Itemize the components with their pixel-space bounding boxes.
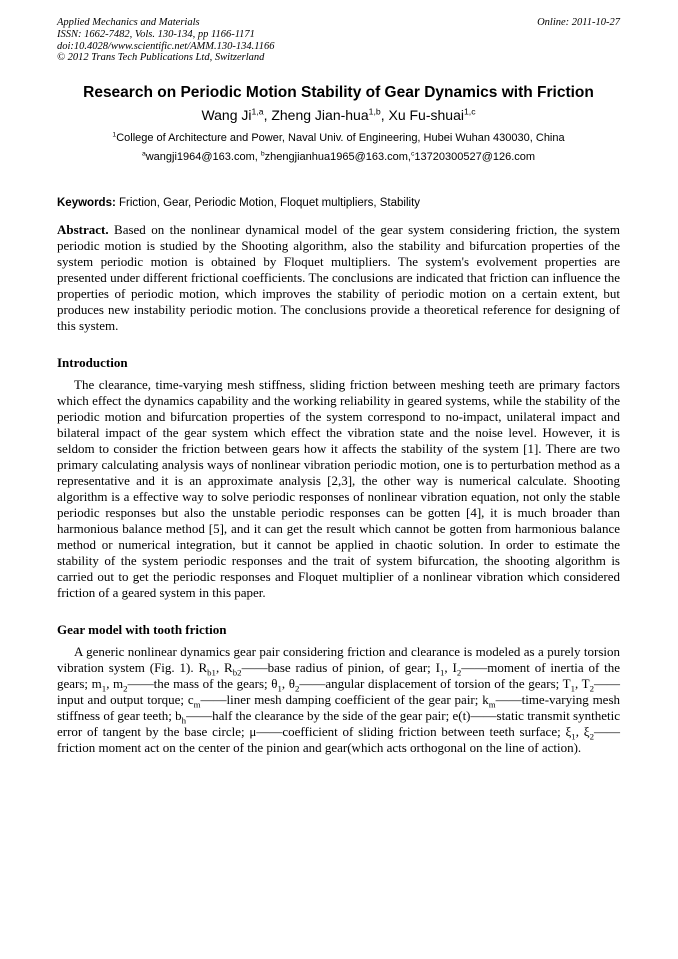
online-date: Online: 2011-10-27 [537, 17, 620, 28]
journal-info-block [57, 17, 274, 64]
abstract-paragraph [57, 222, 620, 334]
abstract-label: Abstract. [57, 222, 109, 238]
keywords-label: Keywords: [57, 197, 116, 210]
doi-line: doi:10.4028/www.scientific.net/AMM.130-134.1166 [57, 40, 275, 52]
copyright-line: © 2012 Trans Tech Publications Ltd, Switzerland [57, 52, 265, 64]
issn-volume-line: ISSN: 1662-7482, Vols. 130-134, pp 1166-1171 [57, 28, 255, 40]
introduction-paragraph: The clearance, time-varying mesh stiffness, sliding friction between meshing teeth are primary factors which effect the dynamics capability and the working reliability in geared systems, while the stability of the periodic motion and bifurcation properties of the system correspond to no-impact, unilateral impact and bilateral impact of the gear system which effect the vibration state and the noise level. However, it is seldom to consider the friction between gears how it affects the stability of the system [1]. There are two primary calculating analysis ways of nonlinear vibration periodic motion, one is to perturbation method as a representative and it is an approximate analysis [2,3], the other way is numerical calculate. Shooting algorithm is a effective way to solve periodic responses of nonlinear vibration equation, not only the stable periodic responses but also the unstable periodic responses can be gotten [4], it is much broader than harmonious balance method [5], and it can get the result which cannot be gotten from harmonious balance method or numerical integration, but it cannot be applied in chaotic solution. In order to estimate the stability of the system periodic responses and the trait of system bifurcation, the shooting algorithm is carried out to get the periodic responses and Floquet multiplier of a nonlinear vibration which considered friction of a geared system in this paper. [57, 377, 620, 601]
keywords-text: Friction, Gear, Periodic Motion, Floquet multipliers, Stability [115, 197, 421, 210]
authors-line: Wang Ji$^{1,a}$, Zheng Jian-hua$^{1,b}$, Xu Fu-shuai$^{1,c}$ [201, 106, 476, 124]
section-heading-gear-model: Gear model with tooth friction [57, 622, 227, 638]
journal-header [57, 17, 620, 64]
section-heading-introduction: Introduction [57, 355, 128, 371]
abstract-text: Based on the nonlinear dynamical model of the gear system considering friction, the system periodic motion is studied by the Shooting algorithm, also the stability and bifurcation properties of the system periodic motion is obtained by Floquet multipliers. The system's evolvement properties are presented under different frictional coefficients. The conclusions are indicated that friction can influence the properties of periodic motion, which improves the stability of periodic motion on a certain extent, but produces new instability periodic motion. The conclusions provide a theoretical reference for designing of this system. [57, 222, 620, 334]
journal-name: Applied Mechanics and Materials [57, 17, 200, 28]
affiliation-line: $^1$College of Architecture and Power, Naval Univ. of Engineering, Hubei Wuhan 430030, China [112, 131, 565, 145]
gear-model-paragraph: A generic nonlinear dynamics gear pair considering friction and clearance is modeled as a purely torsion vibration system (Fig. 1). $R_{b1}$, $R_{b2}——base$ radius of pinion, of gear; $I_1$, $I_2——moment$ of inertia of the gears; $m_1$, $m_2——the$ mass of the gears; $\theta_1$, $\theta_2——angular$ displacement of torsion of the gears; $T_1$, $T_2——input$ and output torque; $c_m——liner$ mesh damping coefficient of the gear pair; $k_m——time$-varying mesh stiffness of gear teeth; $b_h——half$ the clearance by the side of the gear pair; e(t)——static transmit synthetic error of tangent by the base circle; μ——coefficient of sliding friction between teeth surface; $\xi_1$, $\xi_2——friction$ moment act on the center of the pinion and gear(which acts orthogonal on the line of action). [57, 644, 621, 756]
paper-title: Research on Periodic Motion Stability of Gear Dynamics with Friction [83, 84, 594, 102]
keywords-line [57, 196, 620, 210]
emails-line: $^a$wangji1964@163.com, $^b$zhengjianhua1965@163.com,$^c$13720300527@126.com [141, 150, 536, 164]
